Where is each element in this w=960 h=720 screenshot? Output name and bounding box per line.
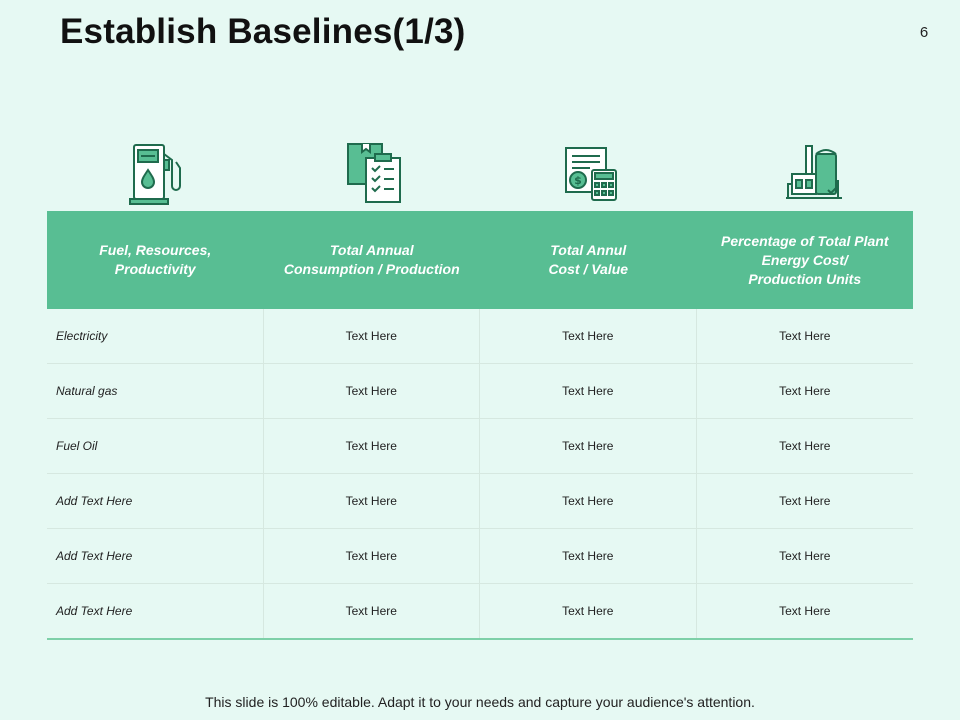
header-cell-cost: Total Annul Cost / Value — [548, 242, 629, 277]
header-cell-percentage: Percentage of Total Plant Energy Cost/ Production Units — [720, 232, 889, 287]
table-cell: Text Here — [264, 309, 481, 363]
bill-calculator-icon — [560, 140, 622, 206]
table-cell: Text Here — [779, 604, 831, 618]
table-cell: Text Here — [264, 529, 481, 583]
slide-title: Establish Baselines(1/3) — [60, 12, 466, 51]
table-cell: Text Here — [480, 309, 697, 363]
page-number: 6 — [919, 24, 929, 41]
table-cell: Text Here — [779, 549, 831, 563]
row-label: Add Text Here — [47, 584, 264, 638]
row-label: Natural gas — [47, 364, 264, 418]
table-row — [47, 419, 913, 474]
table-row — [47, 364, 913, 419]
table-cell: Text Here — [264, 419, 481, 473]
fuel-pump-icon — [126, 140, 188, 206]
footer-note: This slide is 100% editable. Adapt it to your needs and capture your audience's attention. — [205, 694, 755, 710]
table-cell: Text Here — [779, 439, 831, 453]
table-cell: Text Here — [480, 419, 697, 473]
table-row — [47, 309, 913, 364]
table-row — [47, 474, 913, 529]
row-label: Fuel Oil — [47, 419, 264, 473]
clipboard-checklist-icon — [342, 140, 404, 206]
table-cell: Text Here — [480, 364, 697, 418]
table-cell: Text Here — [779, 494, 831, 508]
row-label: Add Text Here — [47, 474, 264, 528]
row-label: Electricity — [47, 309, 264, 363]
table-row — [47, 584, 913, 640]
table-cell: Text Here — [480, 529, 697, 583]
table-header — [47, 211, 913, 309]
header-cell-consumption: Total Annual Consumption / Production — [283, 242, 460, 277]
svg-text:$: $ — [574, 174, 582, 187]
table-cell: Text Here — [264, 584, 481, 638]
baseline-table — [47, 211, 913, 640]
table-cell: Text Here — [480, 584, 697, 638]
row-label: Add Text Here — [47, 529, 264, 583]
table-row — [47, 529, 913, 584]
table-cell: Text Here — [779, 384, 831, 398]
table-cell: Text Here — [264, 474, 481, 528]
factory-plant-icon — [782, 140, 844, 206]
header-cell-fuel: Fuel, Resources, Productivity — [99, 242, 212, 277]
table-cell: Text Here — [779, 329, 831, 343]
table-cell: Text Here — [264, 364, 481, 418]
table-cell: Text Here — [480, 474, 697, 528]
